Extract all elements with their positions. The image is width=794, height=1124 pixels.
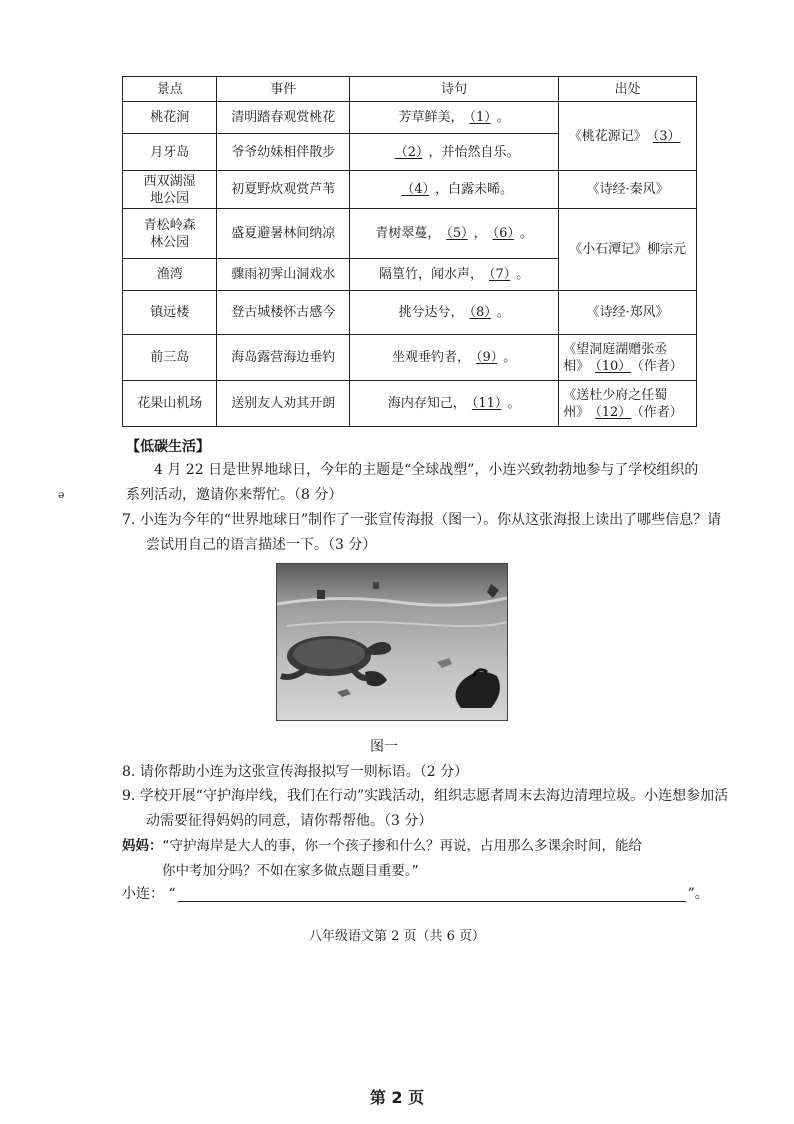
fill-blank: （6）	[492, 226, 514, 241]
header-spot: 景点	[123, 77, 217, 102]
verse-text: ，白露未晞。	[435, 182, 514, 197]
fill-blank: （3）	[652, 128, 681, 144]
section-title: 【低碳生活】	[126, 439, 210, 455]
page-number: 第 2 页	[369, 1088, 425, 1107]
mom-dialogue	[122, 834, 712, 884]
header-source: 出处	[559, 77, 697, 102]
spot-cell: 渔湾	[123, 259, 217, 291]
turtle-poster-image	[277, 564, 507, 720]
table-row	[123, 335, 697, 381]
source-text: （作者）	[637, 358, 683, 374]
verse-text: 坐观垂钓者，	[391, 350, 470, 365]
fill-blank: （7）	[489, 267, 511, 282]
fill-blank: （9）	[476, 350, 498, 365]
answer-label: 小连：	[122, 886, 164, 902]
verse-text: 青树翠蔓，	[375, 226, 441, 241]
table-row	[123, 102, 697, 134]
spot-cell: 花果山机场	[123, 381, 217, 427]
poster-figure	[276, 563, 508, 721]
spot-text: 西双湖湿地公园	[143, 173, 196, 206]
margin-mark: ə	[58, 488, 65, 501]
event-cell: 骤雨初霁山洞戏水	[217, 259, 350, 291]
event-cell: 清明踏春观赏桃花	[217, 102, 350, 134]
source-cell: 《诗经·郑风》	[559, 291, 697, 335]
fill-blank: （5）	[446, 226, 468, 241]
spot-cell: 桃花涧	[123, 102, 217, 134]
fill-blank: （1）	[469, 110, 491, 125]
spot-text: 青松岭森林公园	[143, 217, 196, 250]
table-row	[123, 209, 697, 259]
verse-text: ，并怡然自乐。	[428, 144, 520, 160]
spot-cell	[123, 171, 217, 209]
verse-text: 海内存知己，	[387, 396, 466, 411]
fill-blank: （10）	[595, 358, 632, 374]
spot-cell: 月牙岛	[123, 134, 217, 171]
answer-blank-line[interactable]	[178, 887, 686, 902]
source-text: 州》	[563, 404, 590, 420]
verse-text: 芳草鲜美，	[398, 110, 464, 125]
question-7: 7. 小连为今年的“世界地球日”制作了一张宣传海报（图一）。你从这张海报上读出了哪些信息？请尝试用自己的语言描述一下。（3 分）	[122, 512, 722, 553]
question-9: 9. 学校开展“守护海岸线，我们在行动”实践活动，组织志愿者周末去海边清理垃圾。小连想参加活动需要征得妈妈的同意，请你帮帮他。（3 分）	[122, 788, 729, 829]
source-text: 《送杜少府之任蜀	[563, 387, 668, 403]
verse-text: 。	[516, 267, 530, 282]
verse-text: 。	[496, 110, 510, 125]
event-cell: 初夏野炊观赏芦苇	[217, 171, 350, 209]
source-text: 《桃花源记》	[568, 128, 647, 144]
verse-text: ，	[473, 226, 487, 241]
table-row	[123, 291, 697, 335]
verse-text: 。	[519, 226, 533, 241]
event-cell: 送别友人劝其开朗	[217, 381, 350, 427]
source-text: 《望洞庭湖赠张丞	[563, 341, 668, 357]
verse-text: 挑兮达兮，	[398, 305, 464, 320]
source-cell	[559, 335, 697, 381]
source-cell: 《小石潭记》柳宗元	[559, 209, 697, 291]
fill-blank: （12）	[595, 404, 632, 420]
header-event: 事件	[217, 77, 350, 102]
source-text-line2	[563, 358, 692, 375]
mom-quote-line1: “守护海岸是大人的事，你一个孩子掺和什么？再说，占用那么多课余时间，能给	[162, 838, 642, 854]
spot-cell: 前三岛	[123, 335, 217, 381]
verse-text: 。	[507, 396, 521, 411]
verse-cell	[350, 171, 559, 209]
source-cell	[559, 102, 697, 171]
page-footer: 八年级语文第 2 页（共 6 页）	[308, 929, 486, 944]
source-cell	[559, 381, 697, 427]
spot-cell	[123, 209, 217, 259]
question-8: 8. 请你帮助小连为这张宣传海报拟写一则标语。（2 分）	[122, 764, 469, 780]
event-cell: 海岛露营海边垂钓	[217, 335, 350, 381]
spot-cell: 镇远楼	[123, 291, 217, 335]
verse-text: 。	[503, 350, 517, 365]
mom-label: 妈妈：	[122, 838, 163, 854]
intro-paragraph: 4 月 22 日是世界地球日，今年的主题是“全球战塑”，小连兴致勃勃地参与了学校组织的系列活动，邀请你来帮忙。（8 分）	[126, 462, 699, 503]
mom-quote-line2: 你中考加分吗？不如在家多做点题目重要。”	[162, 863, 419, 879]
answer-open-quote: “	[168, 886, 176, 902]
answer-row	[122, 882, 722, 907]
table-row	[123, 171, 697, 209]
source-cell: 《诗经·秦风》	[559, 171, 697, 209]
table-header-row	[123, 77, 697, 102]
event-cell: 登古城楼怀古感今	[217, 291, 350, 335]
event-cell: 爷爷幼妹相伴散步	[217, 134, 350, 171]
source-text-line2	[563, 404, 692, 421]
table-row	[123, 381, 697, 427]
fill-blank: （11）	[471, 396, 502, 411]
event-cell: 盛夏避暑林间纳凉	[217, 209, 350, 259]
verse-cell	[350, 134, 559, 171]
fill-blank: （8）	[469, 305, 491, 320]
fill-blank: （2）	[394, 144, 423, 160]
verse-cell	[350, 209, 559, 259]
fill-blank: （4）	[401, 182, 430, 197]
verse-cell	[350, 259, 559, 291]
source-text: 相》	[563, 358, 590, 374]
header-verse: 诗句	[350, 77, 559, 102]
poetry-table	[122, 76, 697, 427]
verse-cell	[350, 291, 559, 335]
verse-text: 。	[496, 305, 510, 320]
source-text: （作者）	[637, 404, 683, 420]
figure-caption: 图一	[370, 739, 398, 755]
verse-cell	[350, 381, 559, 427]
verse-cell	[350, 102, 559, 134]
verse-cell	[350, 335, 559, 381]
verse-text: 隔篁竹，闻水声，	[378, 267, 483, 282]
answer-close-quote: ”。	[687, 886, 709, 902]
